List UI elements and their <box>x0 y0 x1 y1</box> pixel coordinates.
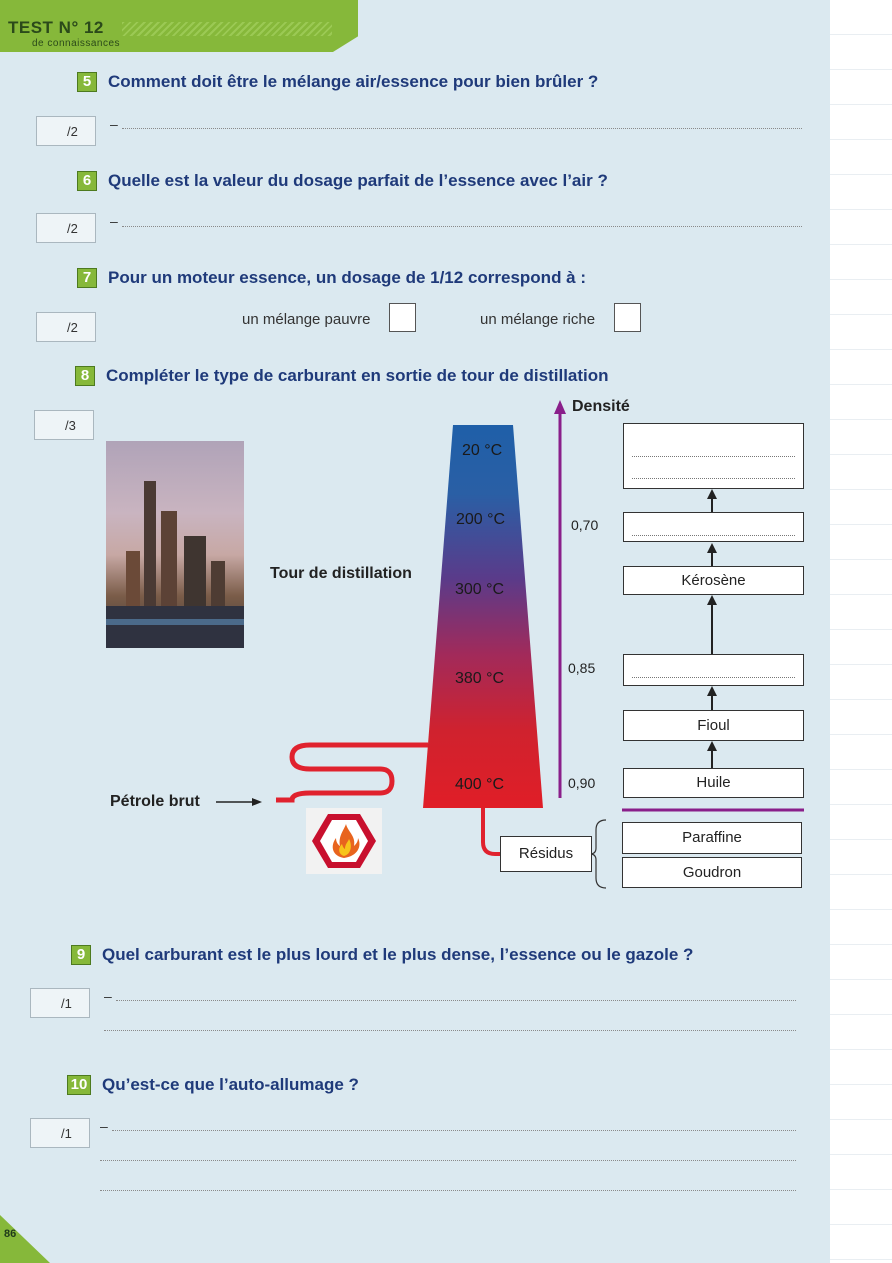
temp-label-2: 200 °C <box>456 511 506 528</box>
temp-label-3: 300 °C <box>455 581 505 598</box>
residue-pipe <box>483 808 500 854</box>
residue-box-paraffine: Paraffine <box>622 822 802 854</box>
product-box-4[interactable] <box>623 654 804 686</box>
residue-bracket <box>590 820 606 888</box>
residus-box: Résidus <box>500 836 592 872</box>
question-number-10: 10 <box>67 1075 91 1095</box>
product-box-kerosene: Kérosène <box>623 566 804 595</box>
residue-box-goudron: Goudron <box>622 857 802 888</box>
test-subtitle: de connaissances <box>32 38 121 49</box>
density-value-2: 0,85 <box>568 660 596 676</box>
question-10-text: Qu’est-ce que l’auto-allumage ? <box>102 1075 359 1094</box>
heating-coil-pipe <box>276 745 428 800</box>
temp-label-1: 20 °C <box>462 442 503 459</box>
answer-dash: – <box>104 988 112 1004</box>
question-9-score: /1 <box>30 988 90 1018</box>
tower-label: Tour de distillation <box>270 565 412 582</box>
answer-line-9a[interactable] <box>116 1000 796 1001</box>
question-number-7: 7 <box>77 268 97 288</box>
density-value-1: 0,70 <box>571 517 599 533</box>
answer-line-10a[interactable] <box>112 1130 796 1131</box>
temp-label-5: 400 °C <box>455 776 505 793</box>
question-5-text: Comment doit être le mélange air/essence pour bien brûler ? <box>108 72 599 91</box>
question-7-score: /2 <box>36 312 96 342</box>
flame-icon <box>306 808 382 874</box>
option-melange-pauvre-label: un mélange pauvre <box>242 311 371 328</box>
test-title: TEST N° 12 <box>8 18 104 37</box>
question-number-9: 9 <box>71 945 91 965</box>
question-6-text: Quelle est la valeur du dosage parfait de l’essence avec l’air ? <box>108 171 608 190</box>
answer-dash: – <box>110 213 118 229</box>
question-9-text: Quel carburant est le plus lourd et le plus dense, l’essence ou le gazole ? <box>102 945 694 964</box>
product-box-2[interactable] <box>623 512 804 542</box>
option-melange-riche-label: un mélange riche <box>480 311 596 328</box>
question-number-8: 8 <box>75 366 95 386</box>
question-10-score: /1 <box>30 1118 90 1148</box>
question-8-score: /3 <box>34 410 94 440</box>
product-box-huile: Huile <box>623 768 804 798</box>
product-box-1[interactable] <box>623 423 804 489</box>
question-number-6: 6 <box>77 171 97 191</box>
answer-dash: – <box>110 116 118 132</box>
crude-oil-label: Pétrole brut <box>110 793 200 810</box>
question-5-score: /2 <box>36 116 96 146</box>
density-label: Densité <box>572 398 630 415</box>
product-box-fioul: Fioul <box>623 710 804 741</box>
question-8-text: Compléter le type de carburant en sortie de tour de distillation <box>106 366 609 385</box>
temp-label-4: 380 °C <box>455 670 505 687</box>
answer-line-10b[interactable] <box>100 1160 796 1161</box>
question-number-5: 5 <box>77 72 97 92</box>
answer-line-10c[interactable] <box>100 1190 796 1191</box>
answer-dash: – <box>100 1118 108 1134</box>
answer-line-9b[interactable] <box>104 1030 796 1031</box>
question-7-text: Pour un moteur essence, un dosage de 1/12 correspond à : <box>108 268 587 287</box>
density-value-3: 0,90 <box>568 775 596 791</box>
page-number: 86 <box>4 1228 17 1240</box>
question-6-score: /2 <box>36 213 96 243</box>
